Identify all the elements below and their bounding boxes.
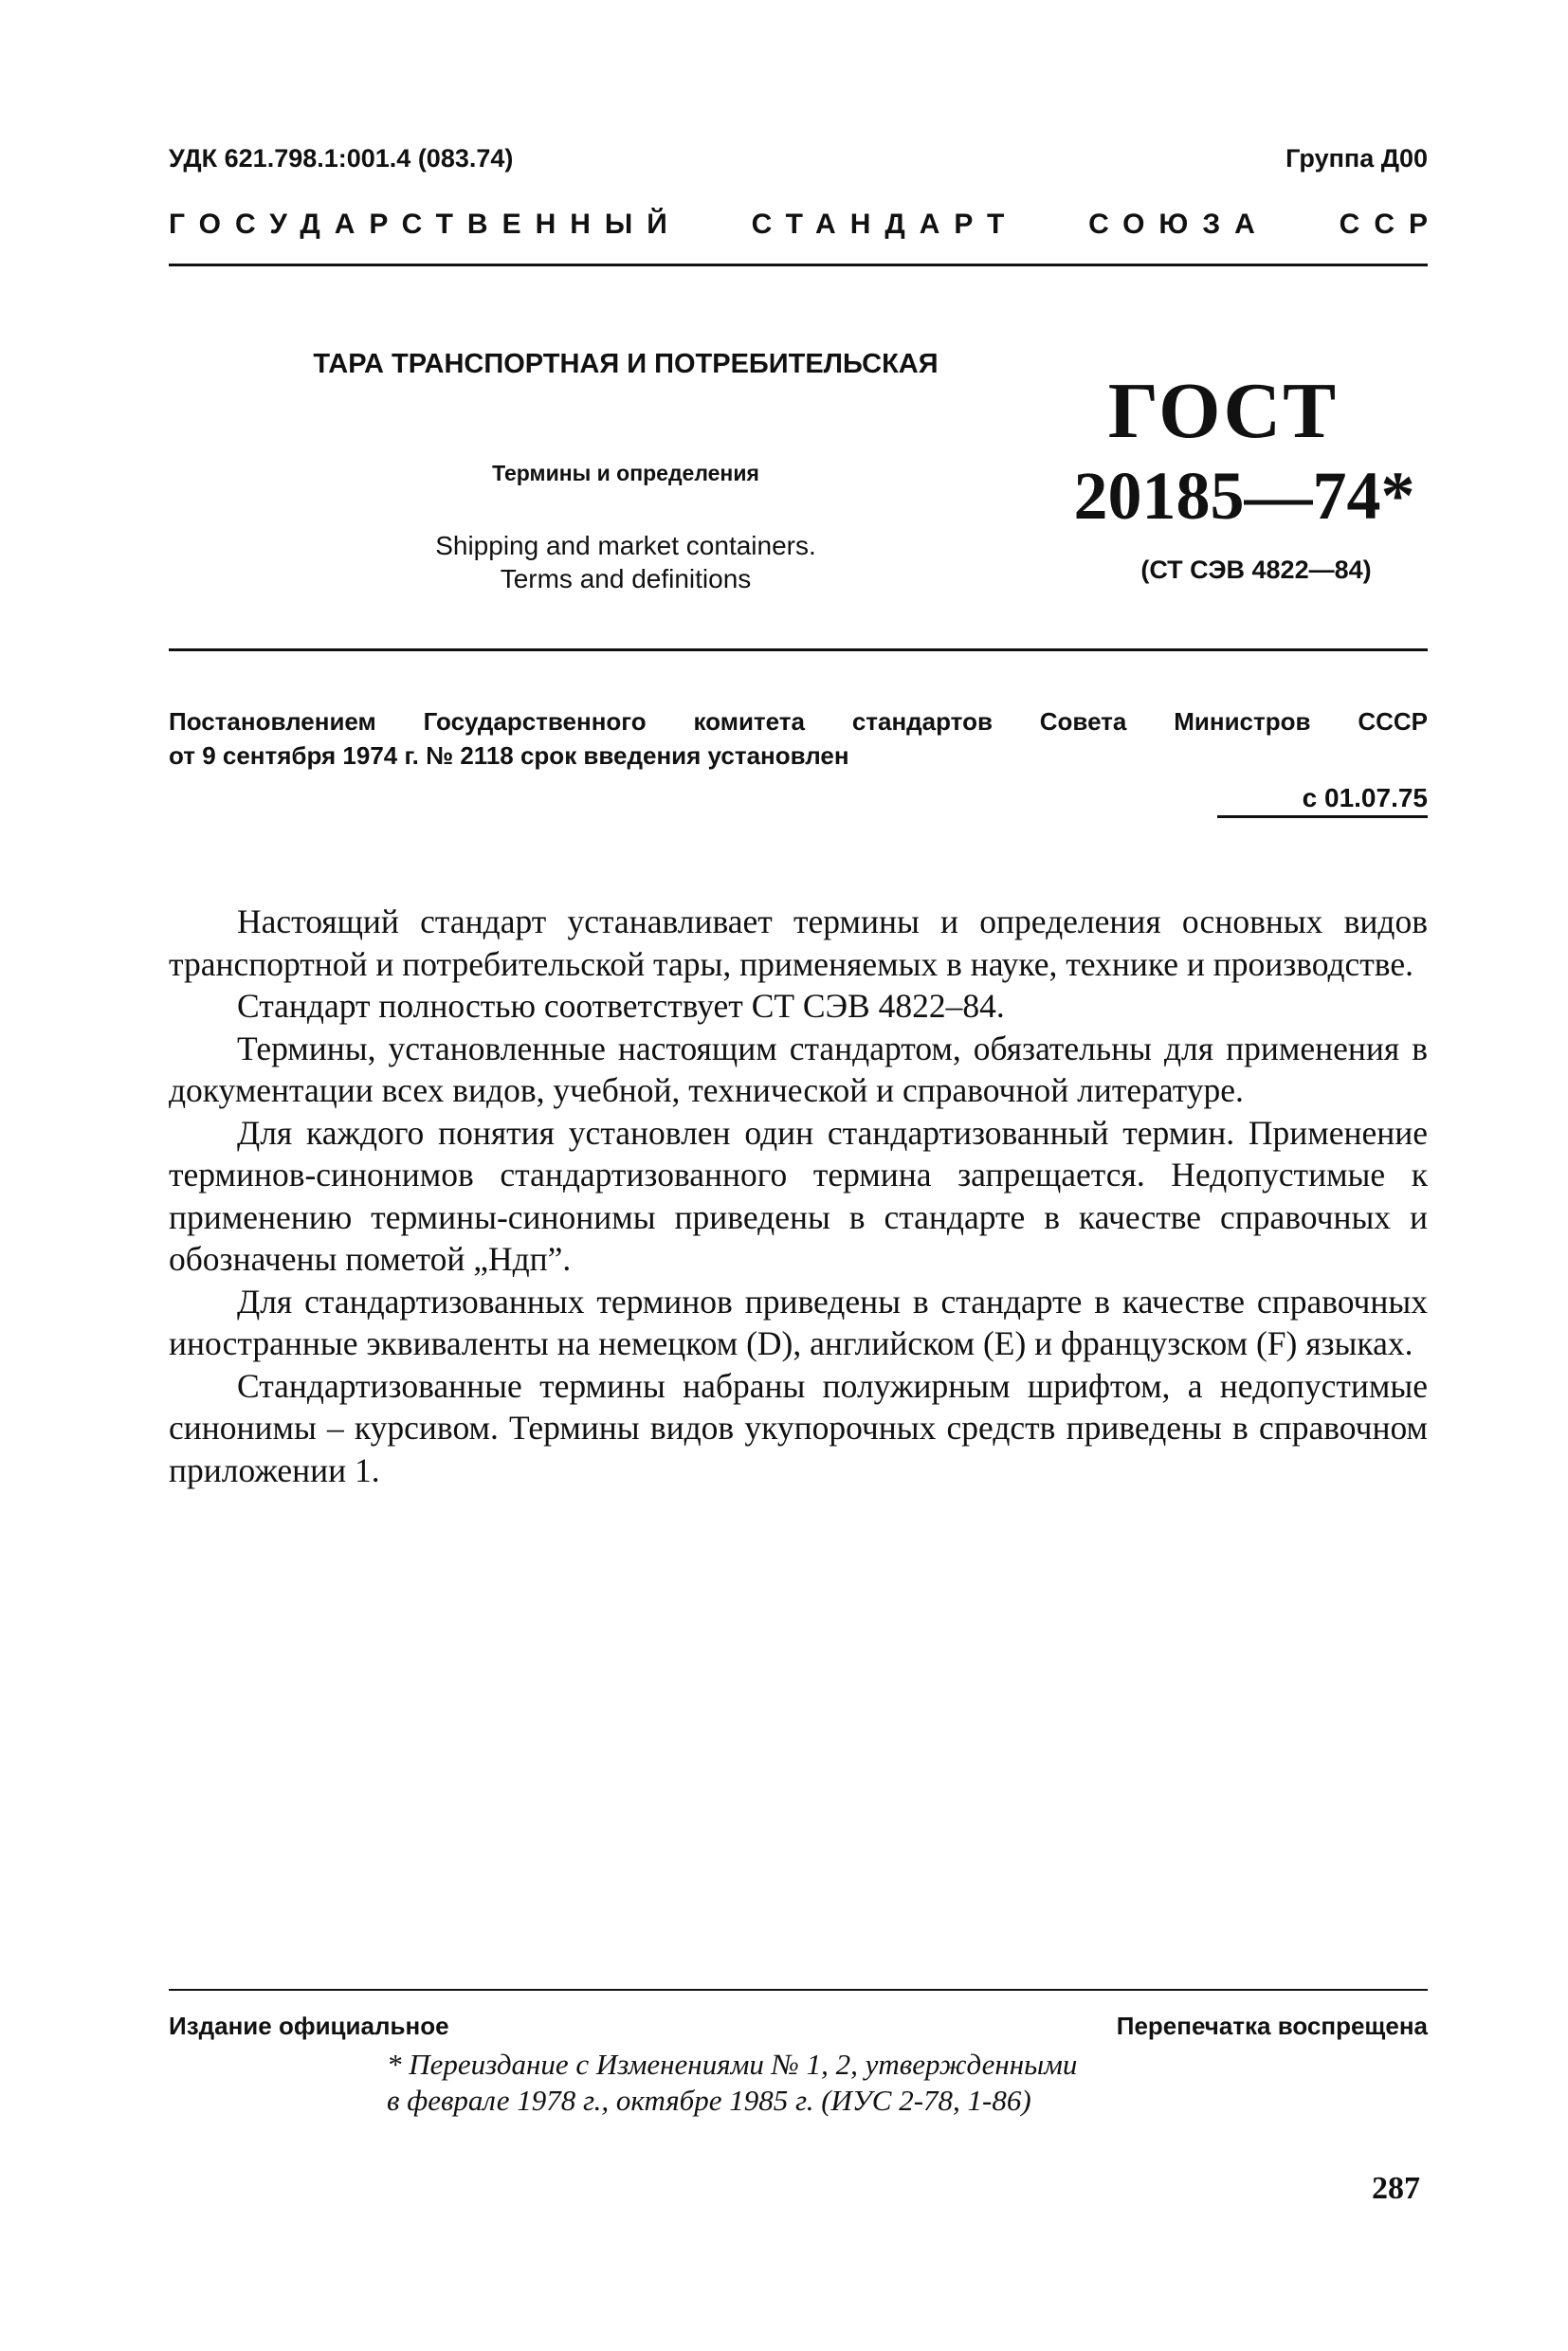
banner-word-2: СТАНДАРТ <box>751 209 1019 240</box>
document-subtitle: Термины и определения <box>492 461 759 485</box>
gost-number: 20185—74* <box>1073 458 1415 534</box>
paragraph: Для каждого понятия установлен один стандартизованный термин. Применение терминов-синонимов стандартизованного термина запрещается. Недопустимые к применению термины-синонимы приведены в стандарте в качестве справочных и обозначены пометой „Ндп”. <box>169 1113 1428 1278</box>
body-text <box>169 901 1428 1491</box>
paragraph: Стандарт полностью соответствует СТ СЭВ 4822–84. <box>237 987 1005 1025</box>
paragraph: Настоящий стандарт устанавливает термины и определения основных видов транспортной и потребительской тары, применяемых в науке, технике и производстве. <box>169 902 1428 983</box>
gost-label: ГОСТ <box>1107 367 1339 455</box>
decree-line-1: Постановлением Государственного комитета стандартов Совета Министров СССР <box>169 707 1428 736</box>
banner-word-1: ГОСУДАРСТВЕННЫЙ <box>169 209 682 240</box>
standard-banner <box>169 209 1442 246</box>
page-number: 287 <box>1372 2171 1420 2206</box>
reprint-prohibited-label: Перепечатка воспрещена <box>1116 2012 1428 2040</box>
footer-divider <box>169 1989 1428 1991</box>
footnote-line-2: в феврале 1978 г., октябре 1985 г. (ИУС 2-78, 1-86) <box>387 2084 1031 2117</box>
paragraph: Термины, установленные настоящим стандартом, обязательны для применения в документации всех видов, учебной, технической и справочной литературе. <box>169 1029 1428 1109</box>
decree-line-2: от 9 сентября 1974 г. № 2118 срок введения установлен <box>169 741 849 770</box>
document-title: ТАРА ТРАНСПОРТНАЯ И ПОТРЕБИТЕЛЬСКАЯ <box>313 349 939 379</box>
effective-date-underline <box>1217 815 1428 818</box>
group-code: Группа Д00 <box>1285 144 1428 173</box>
footnote-line-1: * Переиздание с Изменениями № 1, 2, утвержденными <box>387 2048 1078 2081</box>
udk-code: УДК 621.798.1:001.4 (083.74) <box>169 144 514 173</box>
english-title-line-1: Shipping and market containers. <box>435 531 816 560</box>
official-edition-label: Издание официальное <box>169 2012 449 2040</box>
st-sev-reference: (СТ СЭВ 4822—84) <box>1140 556 1372 584</box>
paragraph: Стандартизованные термины набраны полужирным шрифтом, а недопустимые синонимы – курсивом. Термины видов укупорочных средств приведены в справочном приложении 1. <box>169 1366 1428 1489</box>
english-title-line-2: Terms and definitions <box>500 564 752 593</box>
banner-word-3: СОЮЗА <box>1088 209 1269 240</box>
banner-word-4: ССР <box>1339 209 1442 240</box>
header-divider <box>169 264 1428 266</box>
effective-date: с 01.07.75 <box>1302 783 1428 812</box>
paragraph: Для стандартизованных терминов приведены в стандарте в качестве справочных иностранные эквиваленты на немецком (D), английском (E) и французском (F) языках. <box>169 1282 1428 1362</box>
title-divider <box>169 648 1428 651</box>
